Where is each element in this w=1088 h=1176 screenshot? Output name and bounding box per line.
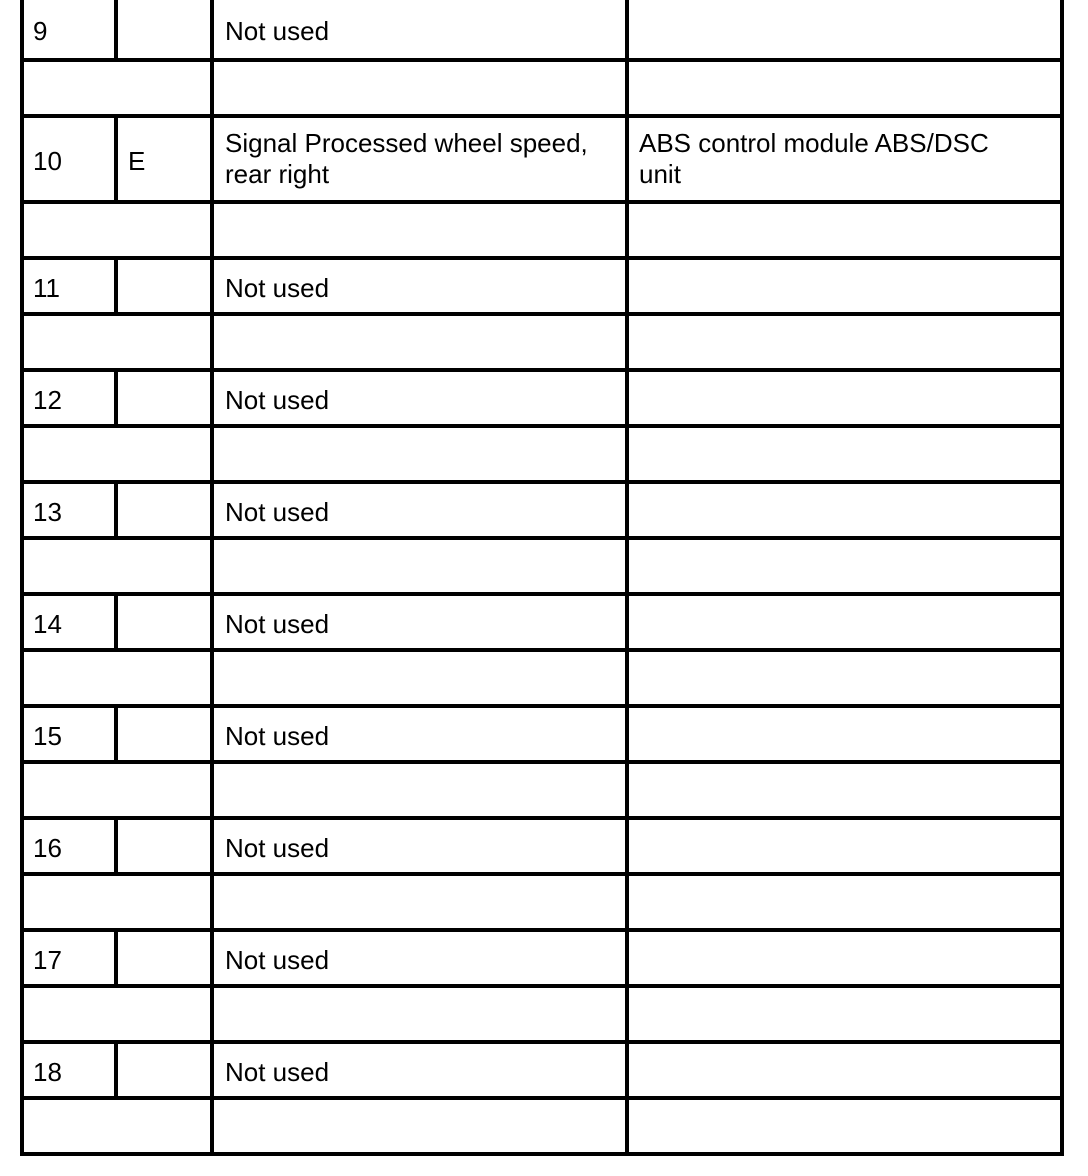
- column-divider: [1060, 762, 1064, 818]
- column-divider: [20, 426, 24, 482]
- row-divider: [20, 648, 1064, 652]
- column-divider: [114, 706, 118, 762]
- column-divider: [210, 116, 214, 202]
- column-divider: [210, 650, 214, 706]
- column-divider: [20, 370, 24, 426]
- row-divider: [20, 872, 1064, 876]
- column-divider: [625, 818, 629, 874]
- column-divider: [114, 930, 118, 986]
- row-divider: [20, 424, 1064, 428]
- row-divider: [20, 592, 1064, 596]
- pin-description: Not used: [225, 15, 330, 46]
- column-divider: [625, 1042, 629, 1098]
- row-divider: [20, 1096, 1064, 1100]
- column-divider: [114, 594, 118, 650]
- column-divider: [114, 116, 118, 202]
- row-divider: [20, 1040, 1064, 1044]
- column-divider: [1060, 370, 1064, 426]
- column-divider: [210, 202, 214, 258]
- column-divider: [210, 986, 214, 1042]
- column-divider: [210, 314, 214, 370]
- column-divider: [210, 370, 214, 426]
- column-divider: [1060, 594, 1064, 650]
- column-divider: [1060, 706, 1064, 762]
- column-divider: [1060, 1098, 1064, 1154]
- column-divider: [20, 482, 24, 538]
- column-divider: [625, 762, 629, 818]
- column-divider: [20, 1098, 24, 1154]
- pin-description: Not used: [225, 608, 330, 639]
- column-divider: [20, 594, 24, 650]
- column-divider: [625, 116, 629, 202]
- column-divider: [1060, 116, 1064, 202]
- row-divider: [20, 312, 1064, 316]
- column-divider: [20, 762, 24, 818]
- column-divider: [20, 314, 24, 370]
- column-divider: [210, 482, 214, 538]
- column-divider: [210, 930, 214, 986]
- column-divider: [20, 874, 24, 930]
- row-divider: [20, 368, 1064, 372]
- column-divider: [20, 818, 24, 874]
- pin-description: Not used: [225, 1056, 330, 1087]
- column-divider: [1060, 314, 1064, 370]
- row-divider: [20, 114, 1064, 118]
- column-divider: [1060, 60, 1064, 116]
- column-divider: [1060, 1042, 1064, 1098]
- pin-description: Not used: [225, 832, 330, 863]
- column-divider: [210, 258, 214, 314]
- pin-description: Not used: [225, 384, 330, 415]
- column-divider: [625, 482, 629, 538]
- column-divider: [114, 258, 118, 314]
- column-divider: [20, 258, 24, 314]
- pin-number: 10: [33, 145, 62, 176]
- column-divider: [210, 60, 214, 116]
- pin-description: Not used: [225, 720, 330, 751]
- column-divider: [114, 370, 118, 426]
- column-divider: [1060, 0, 1064, 60]
- column-divider: [1060, 482, 1064, 538]
- column-divider: [114, 0, 118, 60]
- column-divider: [114, 1042, 118, 1098]
- column-divider: [625, 874, 629, 930]
- row-divider: [20, 58, 1064, 62]
- column-divider: [625, 594, 629, 650]
- column-divider: [1060, 650, 1064, 706]
- column-divider: [625, 426, 629, 482]
- column-divider: [1060, 538, 1064, 594]
- column-divider: [20, 986, 24, 1042]
- column-divider: [625, 202, 629, 258]
- column-divider: [625, 258, 629, 314]
- pin-number: 17: [33, 944, 62, 975]
- row-divider: [20, 1152, 1064, 1156]
- column-divider: [20, 0, 24, 60]
- column-divider: [20, 116, 24, 202]
- pin-number: 12: [33, 384, 62, 415]
- column-divider: [1060, 818, 1064, 874]
- column-divider: [1060, 874, 1064, 930]
- column-divider: [210, 426, 214, 482]
- row-divider: [20, 816, 1064, 820]
- column-divider: [20, 60, 24, 116]
- column-divider: [20, 1042, 24, 1098]
- column-divider: [625, 60, 629, 116]
- row-divider: [20, 536, 1064, 540]
- pin-description: Not used: [225, 272, 330, 303]
- column-divider: [114, 482, 118, 538]
- column-divider: [1060, 930, 1064, 986]
- column-divider: [210, 762, 214, 818]
- row-divider: [20, 984, 1064, 988]
- column-divider: [625, 0, 629, 60]
- column-divider: [20, 538, 24, 594]
- column-divider: [1060, 986, 1064, 1042]
- column-divider: [210, 0, 214, 60]
- column-divider: [210, 538, 214, 594]
- column-divider: [20, 930, 24, 986]
- pin-number: 11: [33, 272, 60, 303]
- column-divider: [114, 818, 118, 874]
- pin-connects-to: ABS control module ABS/DSC unit: [639, 128, 989, 189]
- pin-number: 16: [33, 832, 62, 863]
- pin-number: 13: [33, 496, 62, 527]
- column-divider: [1060, 202, 1064, 258]
- row-divider: [20, 704, 1064, 708]
- column-divider: [625, 986, 629, 1042]
- column-divider: [20, 202, 24, 258]
- pin-number: 18: [33, 1056, 62, 1087]
- row-divider: [20, 928, 1064, 932]
- column-divider: [1060, 258, 1064, 314]
- row-divider: [20, 256, 1064, 260]
- pin-description: Not used: [225, 944, 330, 975]
- row-divider: [20, 480, 1064, 484]
- column-divider: [625, 314, 629, 370]
- column-divider: [1060, 426, 1064, 482]
- pin-type: E: [128, 145, 146, 176]
- column-divider: [210, 874, 214, 930]
- column-divider: [210, 594, 214, 650]
- row-divider: [20, 760, 1064, 764]
- pin-description: Signal Processed wheel speed, rear right: [225, 128, 588, 189]
- column-divider: [210, 1098, 214, 1154]
- column-divider: [625, 538, 629, 594]
- pin-number: 15: [33, 720, 62, 751]
- column-divider: [210, 1042, 214, 1098]
- pin-number: 14: [33, 608, 62, 639]
- column-divider: [625, 706, 629, 762]
- column-divider: [625, 370, 629, 426]
- pin-number: 9: [33, 15, 48, 46]
- row-divider: [20, 200, 1064, 204]
- column-divider: [625, 930, 629, 986]
- column-divider: [625, 1098, 629, 1154]
- column-divider: [20, 650, 24, 706]
- column-divider: [210, 818, 214, 874]
- column-divider: [625, 650, 629, 706]
- column-divider: [210, 706, 214, 762]
- pin-description: Not used: [225, 496, 330, 527]
- column-divider: [20, 706, 24, 762]
